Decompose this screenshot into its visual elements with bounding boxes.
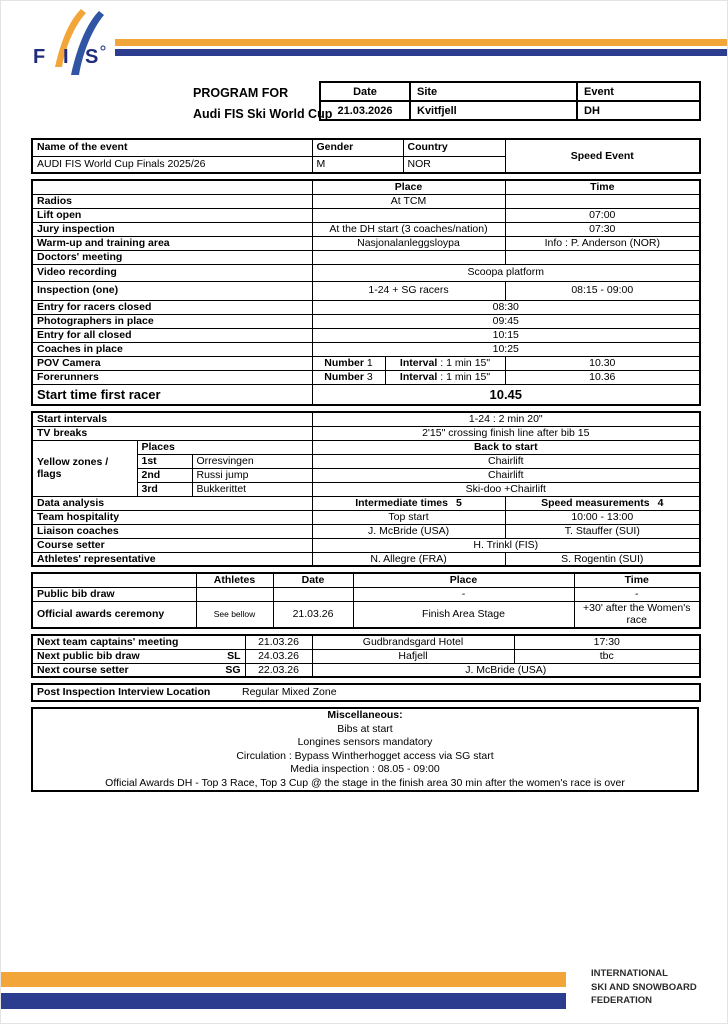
row-start-time <box>32 384 700 405</box>
public-bib-draw-date <box>273 587 353 601</box>
radios-label: Radios <box>32 194 312 208</box>
misc-line-2: Longines sensors mandatory <box>297 736 433 749</box>
liaison-coach-left: J. McBride (USA) <box>312 524 505 538</box>
forerunners-time: 10.36 <box>505 370 700 384</box>
ceremonies-header-row <box>32 573 700 587</box>
miscellaneous-label: Miscellaneous: <box>327 709 403 722</box>
pov-number-value: 1 <box>366 356 373 369</box>
entry-all-closed-time: 10:15 <box>312 328 700 342</box>
row-miscellaneous <box>32 708 698 791</box>
row-jury-inspection <box>32 222 700 236</box>
row-warmup <box>32 236 700 250</box>
pov-interval-label: Interval <box>399 356 438 369</box>
coaches-in-place-label: Coaches in place <box>32 342 312 356</box>
public-bib-draw-athletes <box>196 587 273 601</box>
awards-ceremony-athletes: See bellow <box>196 601 273 628</box>
jury-inspection-time: 07:30 <box>505 222 700 236</box>
country-label: Country <box>403 139 505 156</box>
athletes-rep-label: Athletes' representative <box>32 552 312 566</box>
next-captains-meeting-place: Gudbrandsgard Hotel <box>312 635 514 649</box>
athletes-rep-left: N. Allegre (FRA) <box>312 552 505 566</box>
row-public-bib-draw <box>32 587 700 601</box>
zone-3-back: Ski-doo +Chairlift <box>312 482 700 496</box>
schedule-table <box>31 179 701 406</box>
logo-letter-f: F <box>33 46 46 68</box>
forerunners-number <box>312 370 385 384</box>
next-bib-draw-place: Hafjell <box>312 649 514 663</box>
program-title-line1: PROGRAM FOR <box>193 86 289 100</box>
details-table <box>31 411 701 567</box>
row-team-hospitality <box>32 510 700 524</box>
row-next-captains-meeting <box>32 635 700 649</box>
entry-racers-closed-label: Entry for racers closed <box>32 300 312 314</box>
zone-1-place: Orresvingen <box>192 454 312 468</box>
next-course-setter-text: Next course setter <box>37 663 129 676</box>
forerunners-number-label: Number <box>324 370 364 383</box>
row-photographers <box>32 314 700 328</box>
ceremonies-table <box>31 572 701 629</box>
next-captains-meeting-text: Next team captains' meeting <box>37 636 179 649</box>
places-header: Places <box>137 440 312 454</box>
row-awards-ceremony <box>32 601 700 628</box>
misc-line-1: Bibs at start <box>337 722 393 735</box>
row-tv-breaks <box>32 426 700 440</box>
event-header: Event <box>577 82 700 101</box>
entry-racers-closed-time: 08:30 <box>312 300 700 314</box>
intermediate-times-label: Intermediate times <box>355 496 448 509</box>
next-course-setter-value: J. McBride (USA) <box>312 663 700 677</box>
yellow-zones-label <box>32 440 137 496</box>
row-data-analysis <box>32 496 700 510</box>
team-hospitality-place: Top start <box>312 510 505 524</box>
video-recording-label: Video recording <box>32 264 312 281</box>
start-intervals-value: 1-24 : 2 min 20" <box>312 412 700 426</box>
awards-ceremony-label: Official awards ceremony <box>32 601 196 628</box>
forerunners-interval <box>385 370 505 384</box>
pov-number-label: Number <box>324 356 364 369</box>
coaches-in-place-time: 10:25 <box>312 342 700 356</box>
public-bib-draw-label: Public bib draw <box>32 587 196 601</box>
pov-interval-value: : 1 min 15" <box>440 356 491 369</box>
photographers-label: Photographers in place <box>32 314 312 328</box>
row-start-intervals <box>32 412 700 426</box>
forerunners-label: Forerunners <box>32 370 312 384</box>
yellow-zones-label-line1: Yellow zones / <box>37 455 109 468</box>
fis-logo <box>25 5 115 75</box>
event-header-row <box>32 139 700 156</box>
row-post-inspection <box>32 684 700 701</box>
row-liaison-coaches <box>32 524 700 538</box>
info-header-row <box>320 82 700 101</box>
forerunners-interval-label: Interval <box>399 370 438 383</box>
pov-camera-interval <box>385 356 505 370</box>
row-next-public-bib-draw <box>32 649 700 663</box>
ceremony-time-header: Time <box>574 573 700 587</box>
lift-open-label: Lift open <box>32 208 312 222</box>
entry-all-closed-label: Entry for all closed <box>32 328 312 342</box>
schedule-header-row <box>32 180 700 194</box>
post-inspection-label: Post Inspection Interview Location <box>32 684 238 701</box>
misc-line-4: Media inspection : 08.05 - 09:00 <box>290 763 440 776</box>
start-time-value: 10.45 <box>312 384 700 405</box>
doctors-meeting-place <box>312 250 505 264</box>
warmup-time: Info : P. Anderson (NOR) <box>505 236 700 250</box>
back-to-start-header: Back to start <box>312 440 700 454</box>
course-setter-label: Course setter <box>32 538 312 552</box>
gender-label: Gender <box>312 139 403 156</box>
speed-event-label: Speed Event <box>505 139 700 173</box>
row-athletes-representative <box>32 552 700 566</box>
misc-line-3: Circulation : Bypass Wintherhogget access via SG start <box>236 749 494 762</box>
inspection-one-place: 1-24 + SG racers <box>312 281 505 300</box>
next-bib-draw-text: Next public bib draw <box>37 649 140 662</box>
footer-blue-stripe <box>1 993 566 1009</box>
info-value-row <box>320 101 700 120</box>
radios-time <box>505 194 700 208</box>
forerunners-interval-value: : 1 min 15" <box>440 370 491 383</box>
public-bib-draw-time: - <box>574 587 700 601</box>
next-course-setter-tag: SG <box>225 663 241 676</box>
awards-ceremony-date: 21.03.26 <box>273 601 353 628</box>
miscellaneous-table <box>31 707 699 792</box>
row-inspection-one <box>32 281 700 300</box>
data-analysis-label: Data analysis <box>32 496 312 510</box>
row-doctors-meeting <box>32 250 700 264</box>
federation-name <box>591 967 697 1008</box>
event-name-value: AUDI FIS World Cup Finals 2025/26 <box>32 156 312 173</box>
top-blue-stripe <box>115 49 728 56</box>
next-bib-draw-label <box>32 649 245 663</box>
site-header: Site <box>410 82 577 101</box>
speed-measurements-label: Speed measurements <box>541 496 650 509</box>
site-value: Kvitfjell <box>410 101 577 120</box>
row-lift-open <box>32 208 700 222</box>
next-captains-meeting-time: 17:30 <box>514 635 700 649</box>
yellow-zones-label-line2: flags <box>37 468 62 481</box>
row-coaches-in-place <box>32 342 700 356</box>
zone-3-rank: 3rd <box>137 482 192 496</box>
row-pov-camera <box>32 356 700 370</box>
next-bib-draw-tag: SL <box>227 649 241 662</box>
footer-orange-stripe <box>1 972 566 987</box>
row-forerunners <box>32 370 700 384</box>
federation-name-line2: SKI AND SNOWBOARD <box>591 981 697 993</box>
liaison-coaches-label: Liaison coaches <box>32 524 312 538</box>
misc-line-5: Official Awards DH - Top 3 Race, Top 3 Cup @ the stage in the finish area 30 min after the women's race is over <box>105 776 625 789</box>
next-bib-draw-date: 24.03.26 <box>245 649 312 663</box>
date-value: 21.03.2026 <box>320 101 410 120</box>
speed-measurements-count: 4 <box>657 496 664 509</box>
logo-registered-mark-icon <box>101 46 105 50</box>
pov-camera-label: POV Camera <box>32 356 312 370</box>
doctors-meeting-time <box>505 250 700 264</box>
video-recording-value: Scoopa platform <box>312 264 700 281</box>
time-header: Time <box>505 180 700 194</box>
team-hospitality-label: Team hospitality <box>32 510 312 524</box>
row-next-course-setter <box>32 663 700 677</box>
tables-container <box>31 138 699 792</box>
info-table <box>319 81 701 121</box>
warmup-place: Nasjonalanleggsloypa <box>312 236 505 250</box>
event-name-label: Name of the event <box>32 139 312 156</box>
logo-letter-i: I <box>63 46 69 68</box>
ceremony-date-header: Date <box>273 573 353 587</box>
row-course-setter <box>32 538 700 552</box>
federation-name-line1: INTERNATIONAL <box>591 968 668 979</box>
team-hospitality-time: 10:00 - 13:00 <box>505 510 700 524</box>
photographers-time: 09:45 <box>312 314 700 328</box>
awards-ceremony-place: Finish Area Stage <box>353 601 574 628</box>
row-video-recording <box>32 264 700 281</box>
awards-ceremony-time: +30' after the Women's race <box>574 601 700 628</box>
pov-camera-number <box>312 356 385 370</box>
next-captains-meeting-label <box>32 635 245 649</box>
lift-open-time: 07:00 <box>505 208 700 222</box>
liaison-coach-right: T. Stauffer (SUI) <box>505 524 700 538</box>
zone-1-rank: 1st <box>137 454 192 468</box>
place-header: Place <box>312 180 505 194</box>
tv-breaks-value: 2'15" crossing finish line after bib 15 <box>312 426 700 440</box>
zone-2-back: Chairlift <box>312 468 700 482</box>
doctors-meeting-label: Doctors' meeting <box>32 250 312 264</box>
intermediate-times-count: 5 <box>456 496 462 509</box>
row-entry-racers-closed <box>32 300 700 314</box>
data-analysis-right <box>505 496 700 510</box>
logo-letter-s: S <box>85 46 99 68</box>
zone-2-place: Russi jump <box>192 468 312 482</box>
post-inspection-value: Regular Mixed Zone <box>238 684 700 701</box>
inspection-one-label: Inspection (one) <box>32 281 312 300</box>
event-value: DH <box>577 101 700 120</box>
pov-camera-time: 10.30 <box>505 356 700 370</box>
athletes-rep-right: S. Rogentin (SUI) <box>505 552 700 566</box>
tv-breaks-label: TV breaks <box>32 426 312 440</box>
zone-1-back: Chairlift <box>312 454 700 468</box>
zone-2-rank: 2nd <box>137 468 192 482</box>
program-title-block <box>193 83 332 125</box>
start-time-label: Start time first racer <box>32 384 312 405</box>
program-title-line2: Audi FIS Ski World Cup <box>193 107 333 121</box>
course-setter-value: H. Trinkl (FIS) <box>312 538 700 552</box>
next-course-setter-label <box>32 663 245 677</box>
miscellaneous-cell <box>32 708 698 791</box>
warmup-label: Warm-up and training area <box>32 236 312 250</box>
start-intervals-label: Start intervals <box>32 412 312 426</box>
inspection-one-time: 08:15 - 09:00 <box>505 281 700 300</box>
row-yellow-zones-header <box>32 440 700 454</box>
athletes-header: Athletes <box>196 573 273 587</box>
event-table <box>31 138 701 174</box>
radios-place: At TCM <box>312 194 505 208</box>
zone-3-place: Bukkerittet <box>192 482 312 496</box>
date-header: Date <box>320 82 410 101</box>
next-events-table <box>31 634 701 678</box>
lift-open-place <box>312 208 505 222</box>
forerunners-number-value: 3 <box>366 370 373 383</box>
top-orange-stripe <box>115 39 728 46</box>
jury-inspection-place: At the DH start (3 coaches/nation) <box>312 222 505 236</box>
ceremony-place-header: Place <box>353 573 574 587</box>
data-analysis-left <box>312 496 505 510</box>
public-bib-draw-place: - <box>353 587 574 601</box>
federation-name-line3: FEDERATION <box>591 995 653 1006</box>
next-course-setter-date: 22.03.26 <box>245 663 312 677</box>
row-entry-all-closed <box>32 328 700 342</box>
country-value: NOR <box>403 156 505 173</box>
jury-inspection-label: Jury inspection <box>32 222 312 236</box>
row-radios <box>32 194 700 208</box>
next-bib-draw-time: tbc <box>514 649 700 663</box>
gender-value: M <box>312 156 403 173</box>
next-captains-meeting-date: 21.03.26 <box>245 635 312 649</box>
post-inspection-table <box>31 683 701 702</box>
